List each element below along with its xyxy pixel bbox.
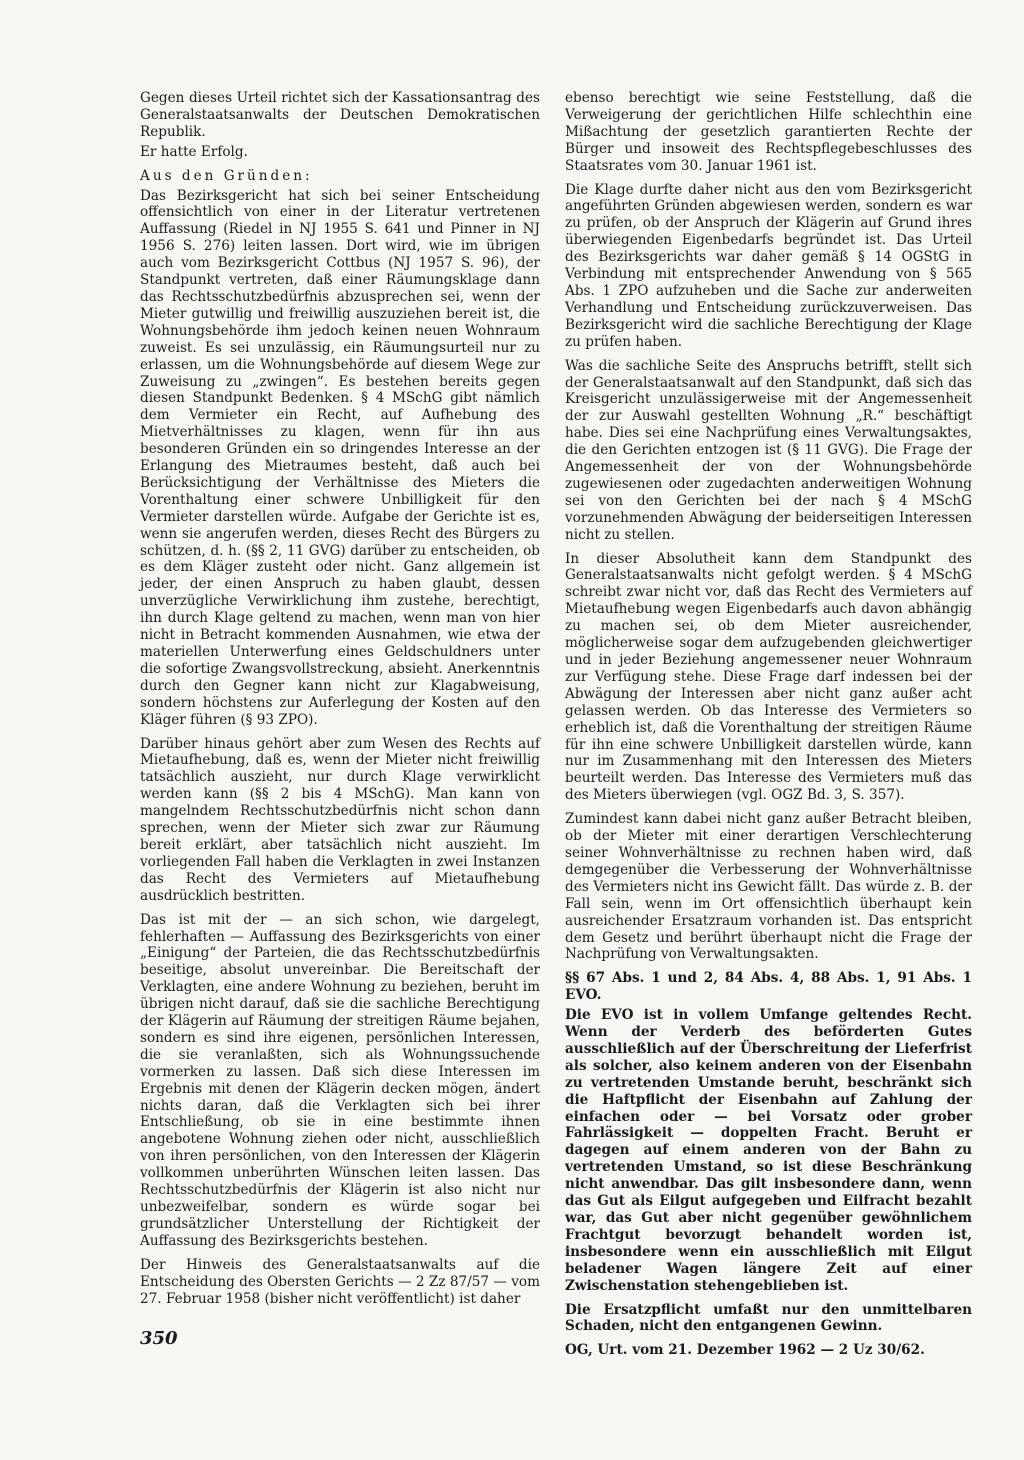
paragraph-mietaufhebung: Darüber hinaus gehört aber zum Wesen des Rechts auf Mietaufhebung, daß es, wenn der Mieter nicht freiwillig tatsächlich auszieht, nur durch Klage verwirklicht werden kann (§§ 2 bis 4 MSchG). Man kann von mangelndem Rechtsschutzbedürfnis nicht schon dann sprechen, wenn der Mieter sich zwar zur Räumung bereit erklärt, aber tatsächlich nicht auszieht. Im vorliegenden Fall haben die Verklagten in zwei Instanzen das Recht des Vermieters auf Mietaufhebung ausdrücklich bestritten. (140, 735, 540, 904)
paragraph-zumindest: Zumindest kann dabei nicht ganz außer Betracht bleiben, ob der Mieter mit einer derartigen Verschlechterung seiner Wohnverhältnisse zu rechnen haben wird, daß demgegenüber die Verbesserung der Wohnverhältnisse des Vermieters nicht ins Gewicht fällt. Das würde z. B. der Fall sein, wenn im Ort offensichtlich überhaupt kein ausreichender Ersatzraum vorhanden ist. Das entspricht dem Gesetz und berührt überhaupt nicht die Frage der Nachprüfung von Verwaltungsakten. (565, 811, 972, 963)
left-column (140, 90, 540, 1314)
paragraph-kassationsantrag: Gegen dieses Urteil richtet sich der Kassationsantrag des Generalstaatsanwalts der Deutschen Demokratischen Republik. (140, 90, 540, 140)
section-heading-gruende: Aus den Gründen: (140, 167, 313, 184)
court-citation: OG, Urt. vom 21. Dezember 1962 — 2 Uz 30/62. (565, 1342, 925, 1359)
paragraph-hinweis: Der Hinweis des Generalstaatsanwalts auf die Entscheidung des Obersten Gerichts — 2 Zz 87/57 — vom 27. Februar 1958 (bisher nicht veröffentlicht) ist daher (140, 1256, 540, 1307)
right-column (565, 90, 972, 1366)
paragraph-einigung: Das ist mit der — an sich schon, wie dargelegt, fehlerhaften — Auffassung des Bezirksgerichts von einer „Einigung“ der Parteien, die das Rechtsschutzbedürfnis beseitige, absolut unvereinbar. Die Bereitschaft der Verklagten, eine andere Wohnung zu beziehen, beruht im übrigen nicht darauf, daß sie die sachliche Berechtigung der Klägerin auf Räumung der streitigen Räume bejahen, sondern es sind ihre eigenen, persönlichen Interessen, die sie veranlaßten, sich als Wohnungssuchende vormerken zu lassen. Daß sich diese Interessen im Ergebnis mit denen der Klägerin decken mögen, ändert nichts daran, daß die Verklagten sich bei ihrer Entschließung, ob sie in eine bestimmte ihnen angebotene Wohnung ziehen oder nicht, ausschließlich von ihren persönlichen, von den Interessen der Klägerin vollkommen unberührten Wünschen leiten lassen. Das Rechtsschutzbedürfnis der Klägerin ist also nicht nur unbezweifelbar, sondern es würde sogar bei grundsätzlicher Unterstellung der Richtigkeit der Auffassung des Bezirksgerichts bestehen. (140, 911, 540, 1249)
paragraph-sachliche-seite: Was die sachliche Seite des Anspruchs betrifft, stellt sich der Generalstaatsanwalt auf den Standpunkt, daß sich das Kreisgericht unzulässigerweise mit der Angemessenheit der zur Auswahl gestellten Wohnung „R.“ beschäftigt habe. Dies sei eine Nachprüfung eines Verwaltungsaktes, die den Gerichten entzogen ist (§ 11 GVG). Die Frage der Angemessenheit der von der Wohnungsbehörde zugewiesenen oder zugedachten anderweitigen Wohnung sei von den Gerichten bei der nach § 4 MSchG vorzunehmenden Abwägung der beiderseitigen Interessen nicht zu stellen. (565, 357, 972, 543)
headnote-ersatzpflicht: Die Ersatzpflicht umfaßt nur den unmittelbaren Schaden, nicht den entgangenen Gewinn. (565, 1301, 972, 1335)
paragraph-bezirksgericht: Das Bezirksgericht hat sich bei seiner Entscheidung offensichtlich von einer in der Literatur vertretenen Auffassung (Riedel in NJ 1955 S. 641 und Pinner in NJ 1956 S. 276) leiten lassen. Dort wird, wie im übrigen auch vom Bezirksgericht Cottbus (NJ 1957 S. 96), der Standpunkt vertreten, daß einer Räumungsklage dann das Rechtsschutzbedürfnis abzusprechen sei, wenn der Mieter gutwillig und freiwillig auszuziehen bereit ist, die Wohnungsbehörde ihm jedoch keinen neuen Wohnraum zuweist. Es sei unzulässig, ein Räumungsurteil nur zu erlassen, um die Wohnungsbehörde auf diesem Wege zur Zuweisung zu „zwingen“. Es bestehen bereits gegen diesen Standpunkt Bedenken. § 4 MSchG gibt nämlich dem Vermieter ein Recht, auf Aufhebung des Mietverhältnisses zu klagen, wenn für ihn aus besonderen Gründen ein so dringendes Interesse an der Erlangung des Mietraumes besteht, daß auch bei Berücksichtigung der Verhältnisse des Mieters die Vorenthaltung einer schwere Unbilligkeit für den Vermieter darstellen würde. Aufgabe der Gerichte ist es, wenn sie angerufen werden, dieses Recht des Bürgers zu schützen, d. h. (§§ 2, 11 GVG) darüber zu entscheiden, ob es dem Kläger zusteht oder nicht. Ganz allgemein ist jeder, der einen Anspruch zu haben glaubt, dessen unverzügliche Verwirklichung ihm zustehe, berechtigt, ihn durch Klage geltend zu machen, wenn man von hier nicht in Betracht kommenden Ausnahmen, wie etwa der materiellen Unterwerfung eines Geldschuldners unter die sofortige Zwangsvollstreckung, absieht. Anerkenntnis durch den Gegner kann nicht zur Klagabweisung, sondern höchstens zur Auferlegung der Kosten auf den Kläger führen (§ 93 ZPO). (140, 187, 540, 728)
paragraph-klage: Die Klage durfte daher nicht aus den vom Bezirksgericht angeführten Gründen abgewiesen werden, sondern es war zu prüfen, ob der Anspruch der Klägerin auf Grund ihres überwiegenden Eigenbedarfs begründet ist. Das Urteil des Bezirksgerichts war daher gemäß § 14 OGStG in Verbindung mit entsprechender Anwendung von § 565 Abs. 1 ZPO aufzuheben und die Sache zur anderweiten Verhandlung und Entscheidung zurückzuverweisen. Das Bezirksgericht wird die sachliche Berechtigung der Klage zu prüfen haben. (565, 181, 972, 350)
statute-reference: §§ 67 Abs. 1 und 2, 84 Abs. 4, 88 Abs. 1, 91 Abs. 1 EVO. (565, 970, 972, 1004)
paragraph-erfolg: Er hatte Erfolg. (140, 143, 248, 160)
headnote-evo: Die EVO ist in vollem Umfange geltendes Recht. Wenn der Verderb des beförderten Gutes ausschließlich auf der Überschreitung der Lieferfrist als solcher, also keinem anderen von der Eisenbahn zu vertretenden Umstande beruht, beschränkt sich die Haftpflicht der Eisenbahn auf Zahlung der einfachen oder — bei Vorsatz oder grober Fahrlässigkeit — doppelten Fracht. Beruht er dagegen auf einem anderen von der Bahn zu vertretenden Umstand, so ist diese Beschränkung nicht anwendbar. Das gilt insbesondere dann, wenn das Gut als Eilgut aufgegeben und Eilfracht bezahlt war, das Gut aber nicht gegenüber gewöhnlichem Frachtgut bevorzugt behandelt worden ist, insbesondere wenn ein ausschließlich mit Eilgut beladener Wagen längere Zeit auf einer Zwischenstation stehengeblieben ist. (565, 1007, 972, 1294)
paragraph-feststellung: ebenso berechtigt wie seine Feststellung, daß die Verweigerung der gerichtlichen Hilfe schlechthin eine Mißachtung der gesetzlich garantierten Rechte der Bürger und insoweit des Rechtspflegebeschlusses des Staatsrates vom 30. Januar 1961 ist. (565, 90, 972, 174)
paragraph-absolutheit: In dieser Absolutheit kann dem Standpunkt des Generalstaatsanwalts nicht gefolgt werden. § 4 MSchG schreibt zwar nicht vor, daß das Recht des Vermieters auf Mietaufhebung wegen Eigenbedarfs auch davon abhängig zu machen sei, ob dem Mieter ausreichender, möglicherweise sogar dem aufzugebenden gleichwertiger und in jeder Beziehung angemessener neuer Wohnraum zur Verfügung stehe. Diese Frage darf indessen bei der Abwägung der Interessen aber nicht ganz außer acht gelassen werden. Ob das Interesse des Vermieters so erheblich ist, daß die Vorenthaltung der streitigen Räume für ihn eine schwere Unbilligkeit darstellen würde, kann nur im Zusammenhang mit den Interessen des Mieters beurteilt werden. Das Interesse des Vermieters muß das des Mieters überwiegen (vgl. OGZ Bd. 3, S. 357). (565, 550, 972, 804)
page-number: 350 (140, 1328, 178, 1349)
